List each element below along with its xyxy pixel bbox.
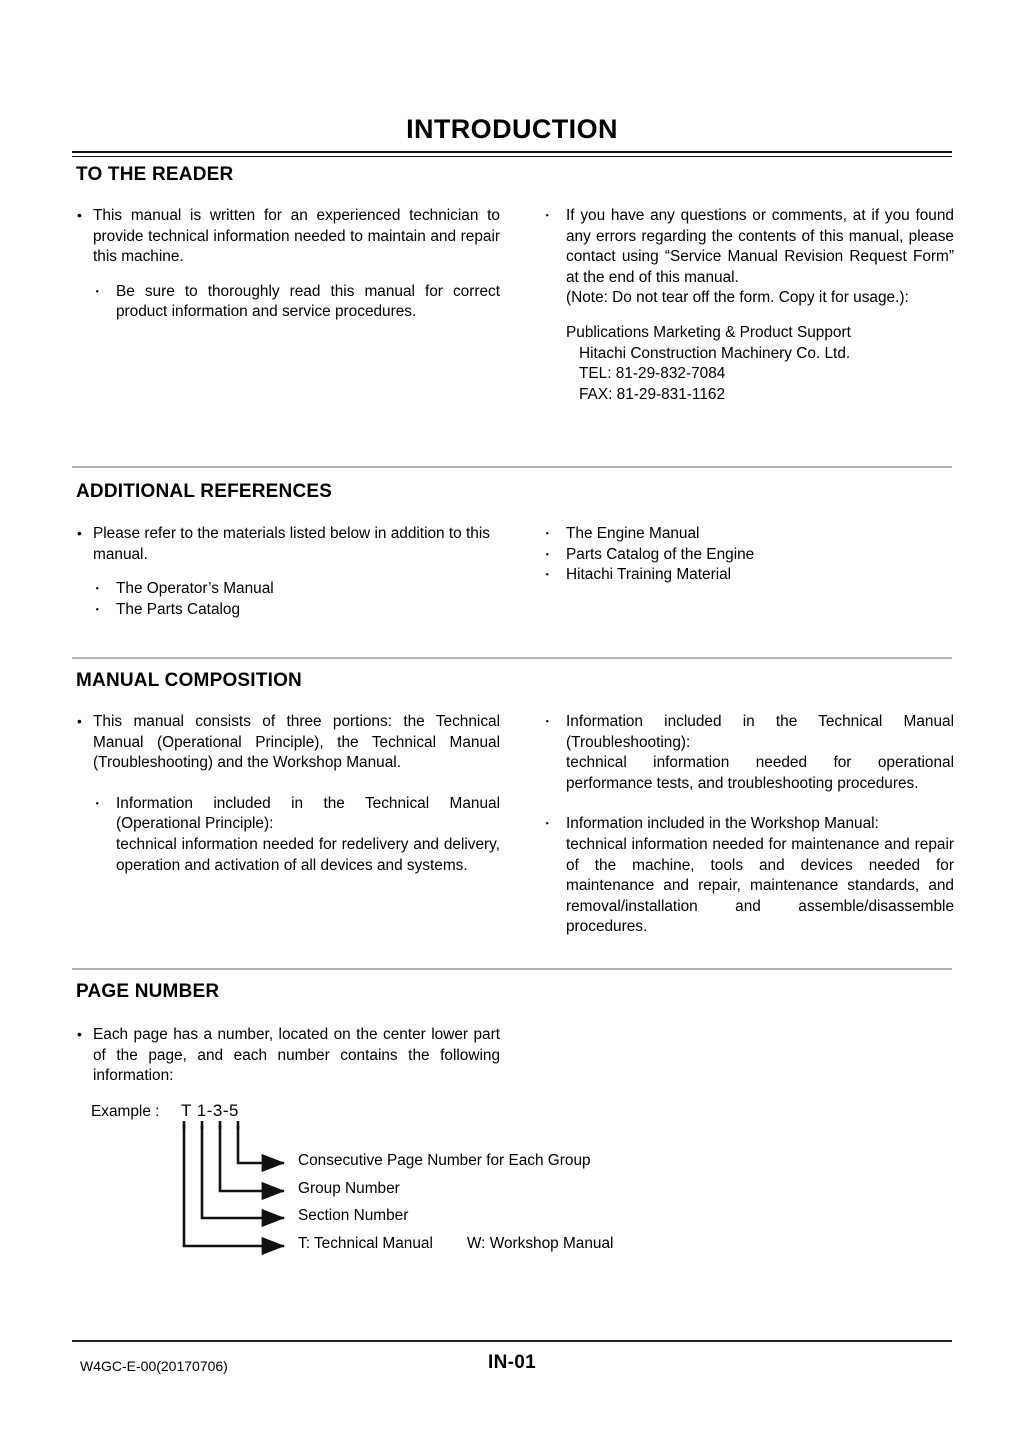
spacer xyxy=(546,794,954,814)
section-heading-to-the-reader: TO THE READER xyxy=(76,164,234,185)
section-heading-page-number: PAGE NUMBER xyxy=(76,981,220,1002)
text-block xyxy=(546,524,954,586)
example-code: T 1-3-5 xyxy=(181,1101,239,1120)
section-heading-additional-references: ADDITIONAL REFERENCES xyxy=(76,481,333,502)
sub-item: ･ The Parts Catalog xyxy=(96,600,500,621)
sub-item: ･ Parts Catalog of the Engine xyxy=(546,545,954,566)
page-title: INTRODUCTION xyxy=(406,114,618,144)
contact-organization: Publications Marketing & Product Support xyxy=(566,323,851,341)
contact-fax: FAX: 81-29-831-1162 xyxy=(579,385,726,403)
additional-references-left-column xyxy=(76,524,500,620)
to-the-reader-left-column xyxy=(76,206,500,323)
contact-company: Hitachi Construction Machinery Co. Ltd. xyxy=(579,344,851,362)
sub-item: ･ The Operator’s Manual xyxy=(96,579,500,600)
spacer xyxy=(76,774,500,794)
contact-block xyxy=(546,323,954,405)
sub-list xyxy=(96,579,500,620)
text-block xyxy=(76,524,500,620)
footer-rule xyxy=(72,1340,952,1342)
contact-telephone: TEL: 81-29-832-7084 xyxy=(579,365,726,383)
manual-composition-left-column xyxy=(76,712,500,876)
sub-item: ･ If you have any questions or comments, at if you found any errors regarding the contents of this manual, please contact using “Service Manual Revision Request Form” at the end of this manual. xyxy=(546,206,954,288)
bullet-item: • Each page has a number, located on the center lower part of the page, and each number contains the following information: xyxy=(76,1025,500,1087)
sub-item-body: technical information needed for redelivery and delivery, operation and activation of all devices and systems. xyxy=(116,835,500,874)
callout-group-number: Group Number xyxy=(298,1180,400,1197)
section-divider xyxy=(72,968,952,970)
text-block xyxy=(76,712,500,876)
title-rule-upper xyxy=(72,151,952,153)
sub-item-body: technical information needed for maintenance and repair of the machine, tools and devices needed for maintenance and repair, maintenance standards, and removal/installation and assemble/disassemble procedures. xyxy=(566,835,954,936)
section-divider xyxy=(72,657,952,659)
manual-composition-right-column xyxy=(546,712,954,938)
note-text: (Note: Do not tear off the form. Copy it for usage.): xyxy=(566,289,909,307)
sub-item-body: technical information needed for operational performance tests, and troubleshooting procedures. xyxy=(566,754,954,792)
text-block xyxy=(546,206,954,405)
page-number-diagram xyxy=(72,1095,772,1275)
footer-document-code: W4GC-E-00(20170706) xyxy=(80,1358,228,1374)
additional-references-right-column xyxy=(546,524,954,586)
section-heading-manual-composition: MANUAL COMPOSITION xyxy=(76,670,302,691)
sub-item-title: ･ Information included in the Technical Manual (Operational Principle): xyxy=(96,794,500,835)
spacer xyxy=(76,565,500,579)
page-number-left-column xyxy=(76,1025,500,1087)
sub-item-title: ･ Information included in the Workshop Manual: xyxy=(546,814,954,835)
text-block xyxy=(76,206,500,323)
sub-item: ･ Hitachi Training Material xyxy=(546,565,954,586)
section-divider xyxy=(72,466,952,468)
callout-consecutive-page-number: Consecutive Page Number for Each Group xyxy=(298,1152,591,1169)
spacer xyxy=(546,309,954,323)
sub-item: ･ Be sure to thoroughly read this manual for correct product information and service procedures. xyxy=(96,282,500,323)
callout-section-number: Section Number xyxy=(298,1207,409,1224)
spacer xyxy=(76,268,500,282)
example-label: Example : xyxy=(91,1103,160,1120)
text-block xyxy=(546,712,954,938)
to-the-reader-right-column xyxy=(546,206,954,405)
legend-technical-manual: T: Technical Manual xyxy=(298,1235,433,1252)
sub-item: ･ The Engine Manual xyxy=(546,524,954,545)
bullet-item: • This manual consists of three portions: the Technical Manual (Operational Principle), the Technical Manual (Troubleshooting) and the Workshop Manual. xyxy=(76,712,500,774)
sub-list xyxy=(96,794,500,876)
title-rule-lower xyxy=(72,156,952,157)
bullet-item: • Please refer to the materials listed below in addition to this manual. xyxy=(76,524,500,565)
bullet-item: • This manual is written for an experienced technician to provide technical information needed to maintain and repair this machine. xyxy=(76,206,500,268)
text-block xyxy=(76,1025,500,1087)
sub-list xyxy=(96,282,500,323)
callout-manual-legend xyxy=(298,1235,613,1253)
footer-page-number: IN-01 xyxy=(488,1352,536,1373)
legend-workshop-manual: W: Workshop Manual xyxy=(466,1235,614,1252)
sub-item-title: ･ Information included in the Technical Manual (Troubleshooting): xyxy=(546,712,954,753)
